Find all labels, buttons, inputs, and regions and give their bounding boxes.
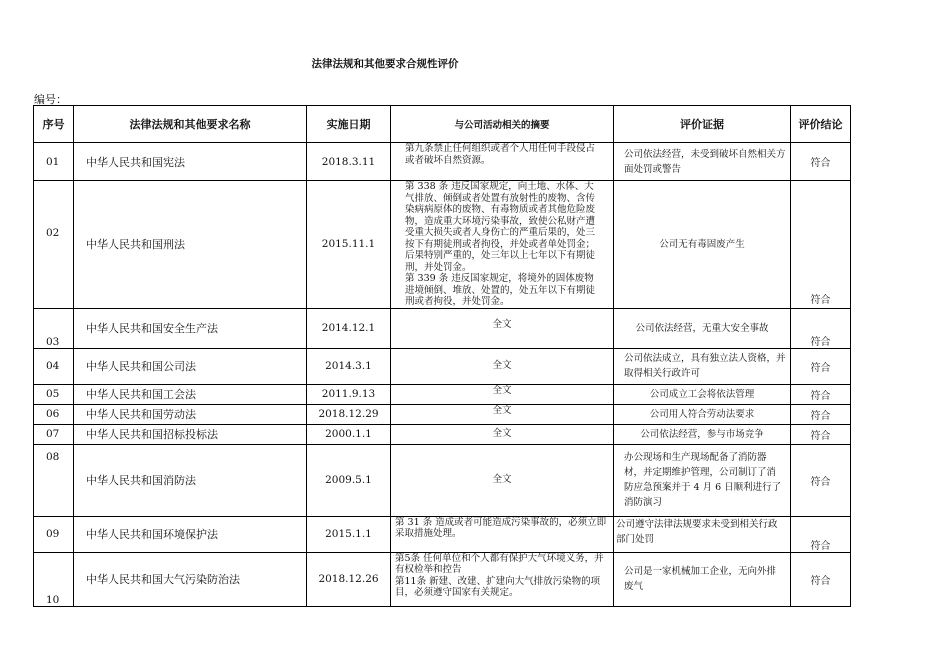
row-evidence: 公司是一家机械加工企业，无向外排废气	[614, 552, 791, 606]
row-summary: 第 338 条 违反国家规定，向土地、水体、大气排放、倾倒或者处置有放射性的废物、含传染病病原体的废物、有毒物质或者其他危险废物，造成重大环境污染事故，致使公私财产遭受重大损失或者人身伤亡的严重后果的，处三按下有期徒刑或者拘役，并处或者单处罚金；后果特别严重的，处三年以上七年以下有期徒刑，并处罚金。 第 339 条 违反国家规定，将境外的固体废物进境倾倒、堆放、处置的，处五年以下有期徒刑或者拘役，并处罚金。	[391, 181, 614, 309]
row-no: 06	[34, 404, 74, 424]
row-no: 08	[34, 444, 74, 516]
row-evidence: 公司依法成立，具有独立法人资格，并取得相关行政许可	[614, 348, 791, 384]
header-evidence: 评价证据	[614, 106, 791, 143]
row-summary: 全文	[391, 424, 614, 444]
header-result: 评价结论	[791, 106, 851, 143]
row-name: 中华人民共和国工会法	[74, 384, 307, 404]
row-date: 2018.12.26	[307, 552, 391, 606]
row-evidence: 公司依法经营，未受到破坏自然相关方面处罚或警告	[614, 143, 791, 181]
row-no: 01	[34, 143, 74, 181]
row-summary: 全文	[391, 444, 614, 516]
table-row	[34, 444, 851, 516]
row-no: 10	[34, 552, 74, 606]
table-row	[34, 404, 851, 424]
row-evidence: 公司依法经营，参与市场竞争	[614, 424, 791, 444]
row-no: 04	[34, 348, 74, 384]
row-evidence: 办公现场和生产现场配备了消防器材，并定期维护管理，公司制订了消防应急预案并于 4 月 6 日顺利进行了消防演习	[614, 444, 791, 516]
row-result: 符合	[791, 424, 851, 444]
table-row	[34, 143, 851, 181]
row-result: 符合	[791, 181, 851, 309]
row-result: 符合	[791, 348, 851, 384]
row-date: 2011.9.13	[307, 384, 391, 404]
table-row	[34, 384, 851, 404]
table-row	[34, 516, 851, 552]
row-date: 2014.3.1	[307, 348, 391, 384]
row-summary: 全文	[391, 308, 614, 348]
table-header-row	[34, 106, 851, 143]
row-summary: 全文	[391, 404, 614, 424]
row-date: 2014.12.1	[307, 308, 391, 348]
row-name: 中华人民共和国招标投标法	[74, 424, 307, 444]
row-date: 2015.1.1	[307, 516, 391, 552]
row-result: 符合	[791, 404, 851, 424]
row-date: 2015.11.1	[307, 181, 391, 309]
row-result: 符合	[791, 308, 851, 348]
row-name: 中华人民共和国宪法	[74, 143, 307, 181]
row-evidence: 公司依法经营，无重大安全事故	[614, 308, 791, 348]
row-evidence: 公司用人符合劳动法要求	[614, 404, 791, 424]
row-summary: 第九条禁止任何组织或者个人用任何手段侵占或者破坏自然资源。	[391, 143, 614, 181]
document-title: 法律法规和其他要求合规性评价	[311, 58, 459, 70]
header-date: 实施日期	[307, 106, 391, 143]
doc-number-label: 编号：	[34, 93, 67, 106]
row-no: 09	[34, 516, 74, 552]
row-evidence: 公司无有毒固废产生	[614, 181, 791, 309]
table-row	[34, 181, 851, 309]
row-no: 07	[34, 424, 74, 444]
row-name: 中华人民共和国大气污染防治法	[74, 552, 307, 606]
header-no: 序号	[34, 106, 74, 143]
row-name: 中华人民共和国环境保护法	[74, 516, 307, 552]
row-result: 符合	[791, 143, 851, 181]
row-evidence: 公司成立工会将依法管理	[614, 384, 791, 404]
row-date: 2009.5.1	[307, 444, 391, 516]
row-name: 中华人民共和国刑法	[74, 181, 307, 309]
row-no: 05	[34, 384, 74, 404]
compliance-table	[33, 105, 851, 607]
row-no: 02	[34, 181, 74, 309]
row-result: 符合	[791, 444, 851, 516]
row-no: 03	[34, 308, 74, 348]
row-summary: 第 31 条 造成或者可能造成污染事故的，必须立即采取措施处理。	[391, 516, 614, 552]
row-name: 中华人民共和国劳动法	[74, 404, 307, 424]
row-name: 中华人民共和国安全生产法	[74, 308, 307, 348]
row-result: 符合	[791, 516, 851, 552]
header-summary: 与公司活动相关的摘要	[391, 106, 614, 143]
table-row	[34, 552, 851, 606]
row-date: 2018.12.29	[307, 404, 391, 424]
row-name: 中华人民共和国公司法	[74, 348, 307, 384]
row-name: 中华人民共和国消防法	[74, 444, 307, 516]
table-row	[34, 424, 851, 444]
row-date: 2018.3.11	[307, 143, 391, 181]
row-result: 符合	[791, 384, 851, 404]
table-row	[34, 348, 851, 384]
header-name: 法律法规和其他要求名称	[74, 106, 307, 143]
row-summary: 第5条 任何单位和个人都有保护大气环境义务，并有权检举和控告 第11条 新建、改建、扩建向大气排放污染物的项目，必须遵守国家有关规定。	[391, 552, 614, 606]
row-summary: 全文	[391, 384, 614, 404]
row-evidence: 公司遵守法律法规要求未受到相关行政部门处罚	[614, 516, 791, 552]
row-date: 2000.1.1	[307, 424, 391, 444]
row-summary: 全文	[391, 348, 614, 384]
table-row	[34, 308, 851, 348]
row-result: 符合	[791, 552, 851, 606]
